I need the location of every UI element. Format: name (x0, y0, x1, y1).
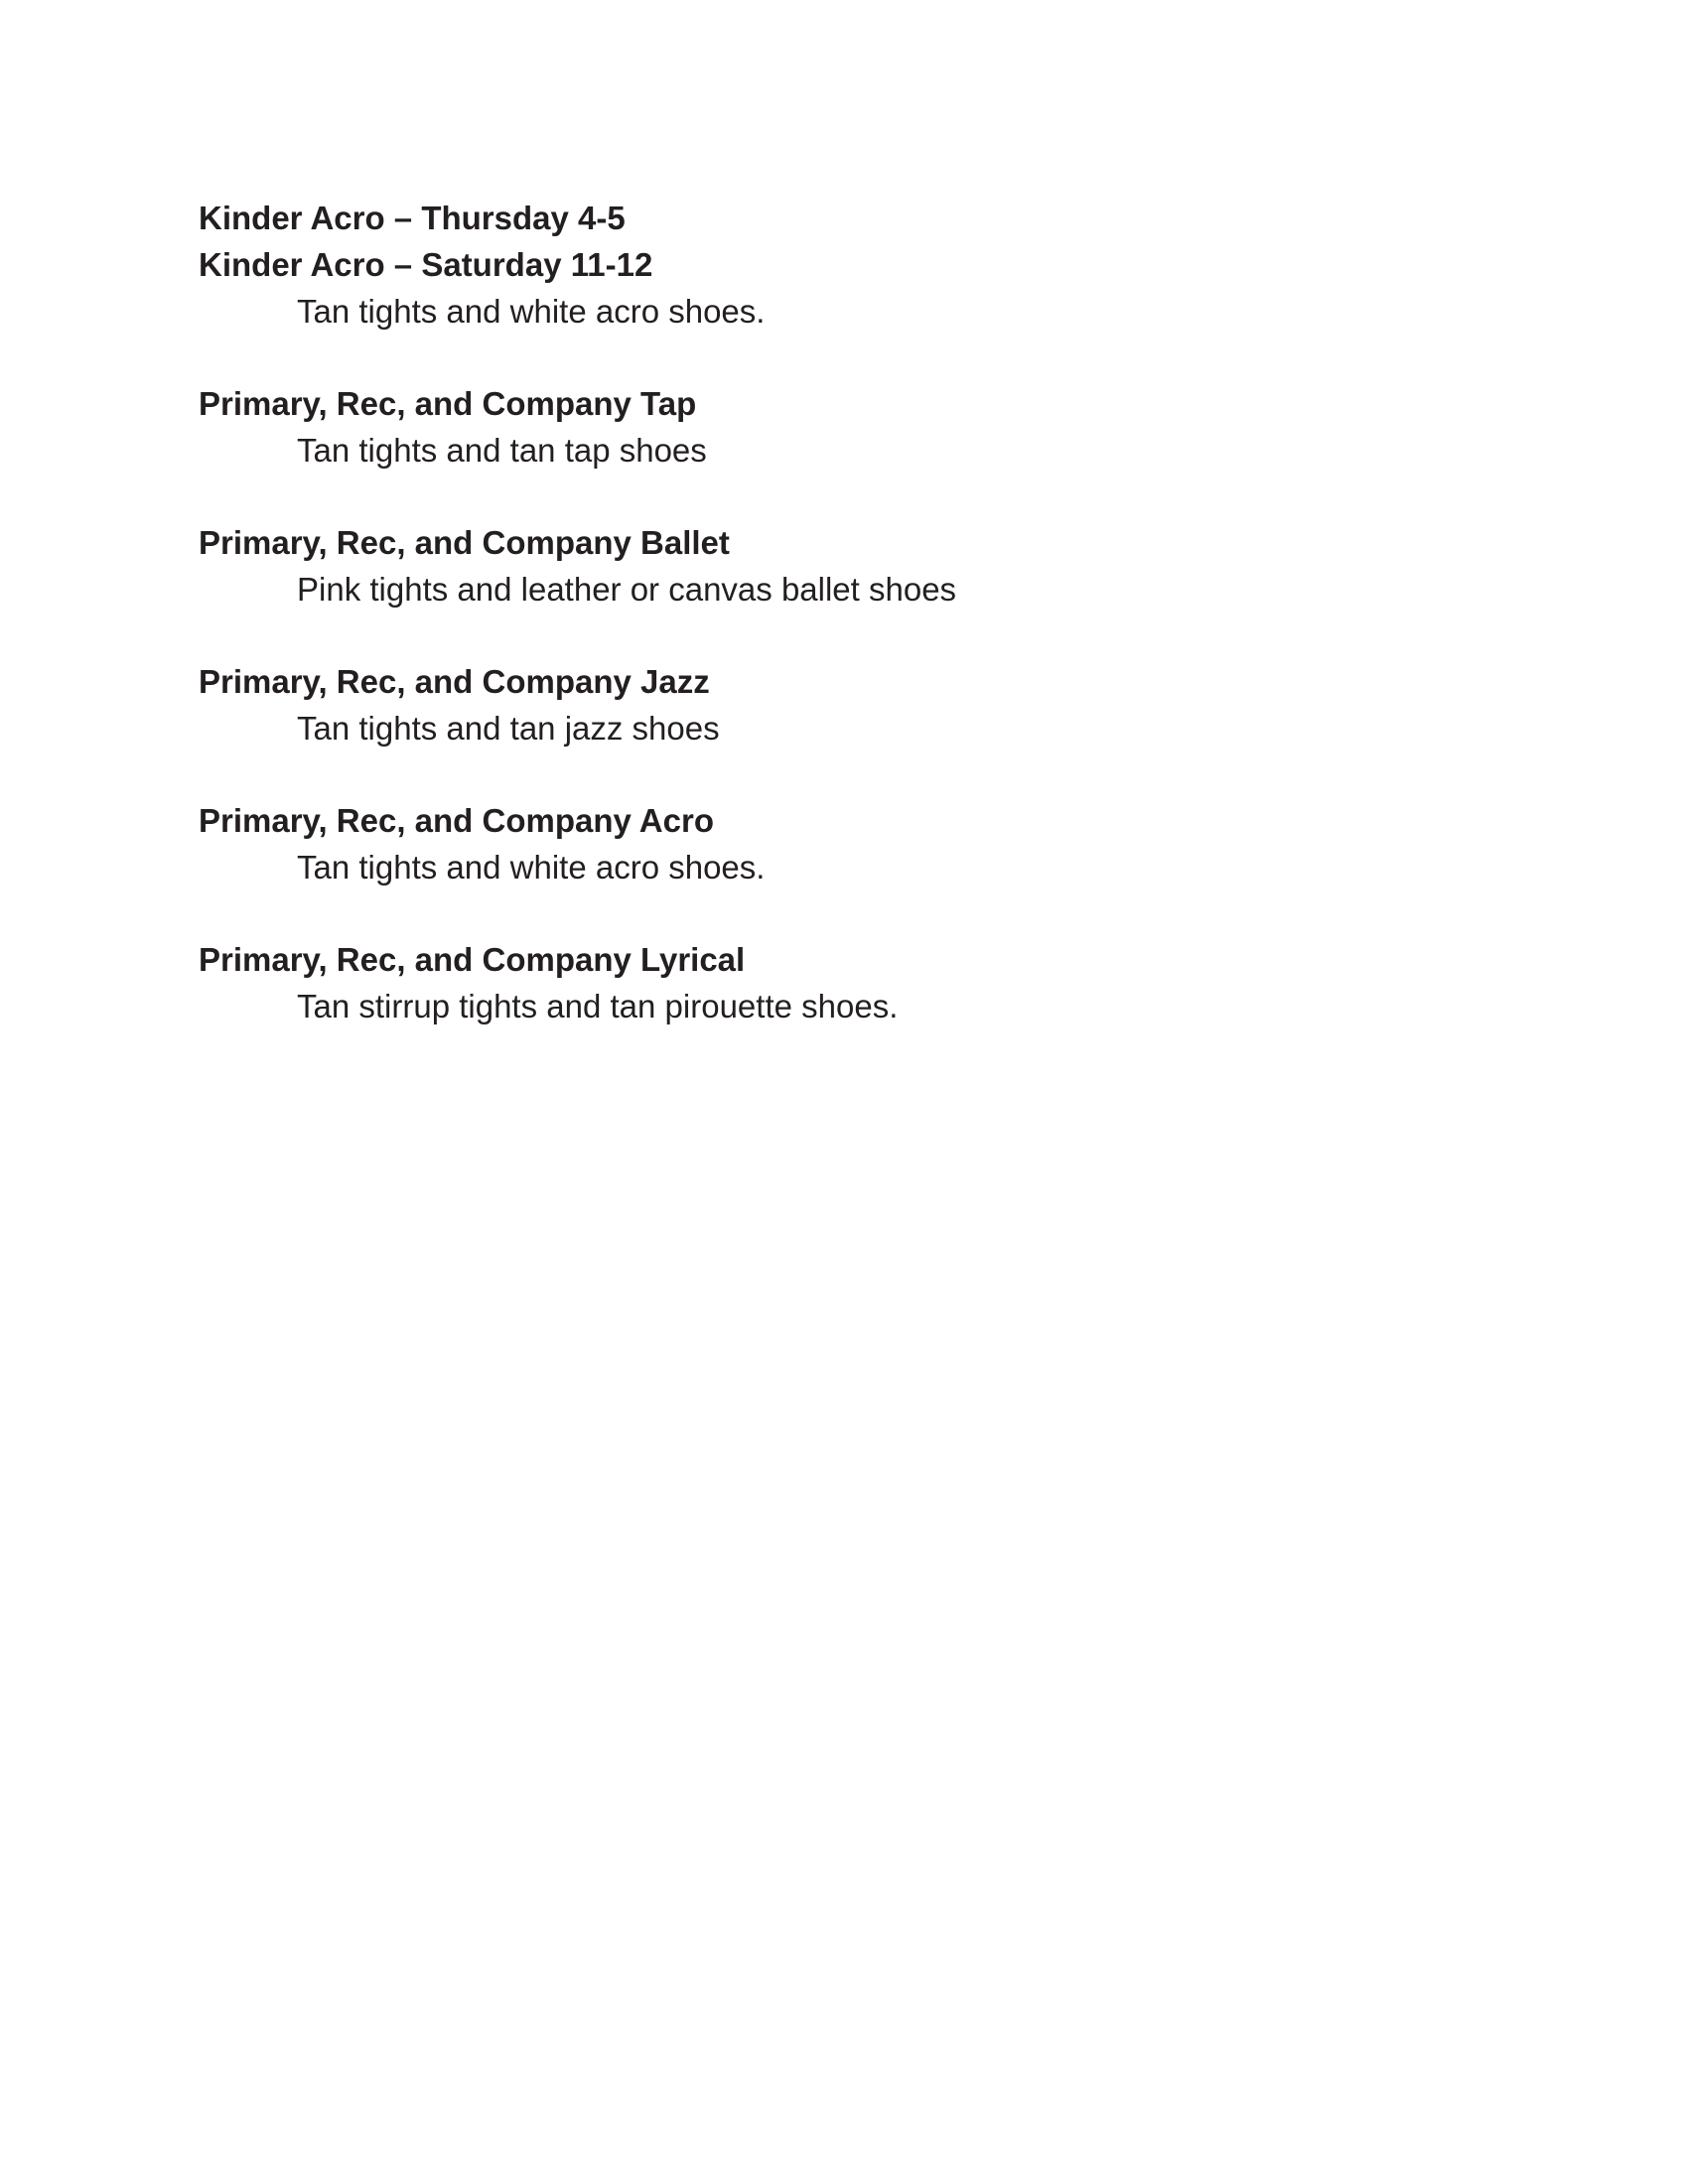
dress-code-text: Tan tights and tan jazz shoes (297, 710, 720, 747)
dress-code-text: Tan tights and white acro shoes. (297, 849, 766, 886)
class-heading: Primary, Rec, and Company Lyrical (199, 941, 746, 978)
class-section-lyrical (199, 936, 1489, 1029)
class-heading: Kinder Acro – Saturday 11-12 (199, 246, 653, 283)
dress-code-text: Pink tights and leather or canvas ballet shoes (297, 571, 957, 608)
class-section-acro (199, 797, 1489, 890)
class-heading: Primary, Rec, and Company Ballet (199, 524, 730, 561)
dress-code-text: Tan stirrup tights and tan pirouette shoes. (297, 988, 899, 1024)
document-body (199, 195, 1489, 1075)
class-heading: Primary, Rec, and Company Acro (199, 802, 714, 839)
class-section-kinder-acro (199, 195, 1489, 335)
class-heading: Primary, Rec, and Company Tap (199, 385, 697, 422)
dress-code-text: Tan tights and tan tap shoes (297, 432, 707, 469)
dress-code-text: Tan tights and white acro shoes. (297, 293, 766, 330)
class-section-ballet (199, 519, 1489, 613)
class-section-tap (199, 380, 1489, 474)
class-section-jazz (199, 658, 1489, 751)
class-heading: Primary, Rec, and Company Jazz (199, 663, 710, 700)
class-heading: Kinder Acro – Thursday 4-5 (199, 200, 626, 236)
